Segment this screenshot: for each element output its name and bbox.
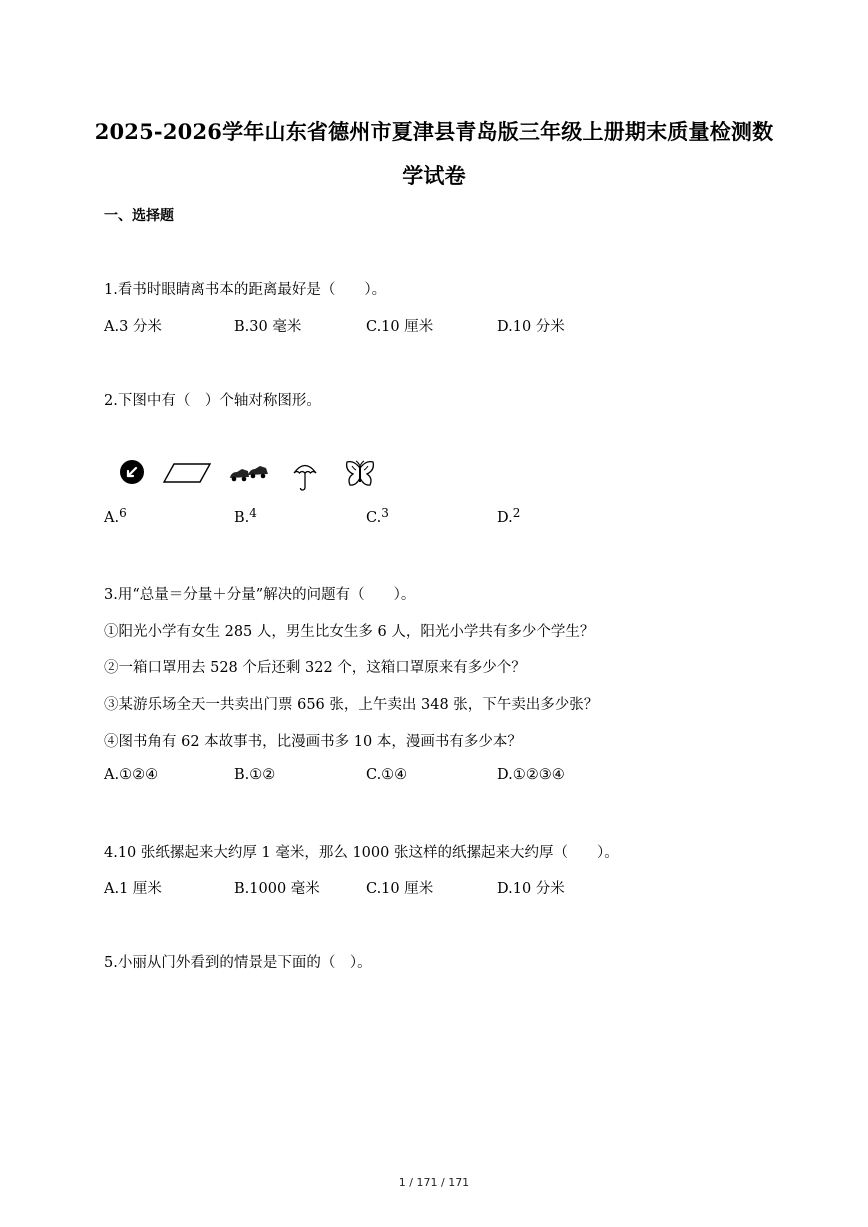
title-line-2: 学试卷 xyxy=(402,163,466,188)
question-2-options xyxy=(104,506,804,532)
option-d[interactable]: D.①②③④ xyxy=(497,767,565,783)
title-line-1: 2025-2026学年山东省德州市夏津县青岛版三年级上册期末质量检测数 xyxy=(94,119,774,144)
question-3-item-3: ③某游乐场全天一共卖出门票 656 张，上午卖出 348 张，下午卖出多少张？ xyxy=(104,697,599,713)
question-4-options xyxy=(104,877,804,899)
option-letter: D. xyxy=(497,510,513,526)
option-value: 2 xyxy=(512,506,521,520)
page-number: 1 / 171 / 171 xyxy=(398,1176,470,1189)
option-c[interactable]: C.①④ xyxy=(366,767,408,783)
circle-arrow-icon xyxy=(118,458,146,486)
question-1-options xyxy=(104,315,804,337)
option-value: 4 xyxy=(249,506,257,520)
option-value: 3 xyxy=(381,506,389,520)
butterfly-icon xyxy=(344,458,376,490)
option-a[interactable] xyxy=(104,506,127,526)
question-5-stem: 5.小丽从门外看到的情景是下面的（ ）。 xyxy=(104,955,372,971)
option-c[interactable] xyxy=(366,506,389,526)
option-letter: B. xyxy=(234,510,250,526)
option-d[interactable]: D.10 分米 xyxy=(497,881,565,897)
question-1-stem: 1.看书时眼睛离书本的距离最好是（ ）。 xyxy=(104,282,387,298)
option-a[interactable]: A.1 厘米 xyxy=(104,881,162,897)
option-letter: A. xyxy=(104,510,120,526)
question-2-stem: 2.下图中有（ ）个轴对称图形。 xyxy=(104,393,321,409)
question-3-item-1: ①阳光小学有女生 285 人，男生比女生多 6 人，阳光小学共有多少个学生？ xyxy=(104,624,595,640)
option-b[interactable]: B.①② xyxy=(234,767,276,783)
question-2-figure xyxy=(118,458,388,494)
cars-icon xyxy=(228,464,270,484)
question-3-item-2: ②一箱口罩用去 528 个后还剩 322 个，这箱口罩原来有多少个？ xyxy=(104,660,526,676)
option-d[interactable]: D.10 分米 xyxy=(497,319,565,335)
parallelogram-icon xyxy=(162,462,212,484)
option-a[interactable]: A.3 分米 xyxy=(104,319,162,335)
option-b[interactable] xyxy=(234,506,257,526)
option-letter: C. xyxy=(366,510,382,526)
question-3-item-4: ④图书角有 62 本故事书，比漫画书多 10 本，漫画书有多少本？ xyxy=(104,734,522,750)
section-heading: 一、选择题 xyxy=(104,208,174,224)
question-4-stem: 4.10 张纸摞起来大约厚 1 毫米，那么 1000 张这样的纸摞起来大约厚（ ）。 xyxy=(104,845,619,861)
question-3-options xyxy=(104,767,804,789)
option-d[interactable] xyxy=(497,506,521,526)
option-value: 6 xyxy=(119,506,127,520)
option-c[interactable]: C.10 厘米 xyxy=(366,319,434,335)
option-b[interactable]: B.1000 毫米 xyxy=(234,881,320,897)
question-3-stem: 3.用“总量＝分量＋分量”解决的问题有（ ）。 xyxy=(104,587,416,603)
option-b[interactable]: B.30 毫米 xyxy=(234,319,302,335)
option-c[interactable]: C.10 厘米 xyxy=(366,881,434,897)
umbrella-icon xyxy=(292,460,318,492)
option-a[interactable]: A.①②④ xyxy=(104,767,159,783)
